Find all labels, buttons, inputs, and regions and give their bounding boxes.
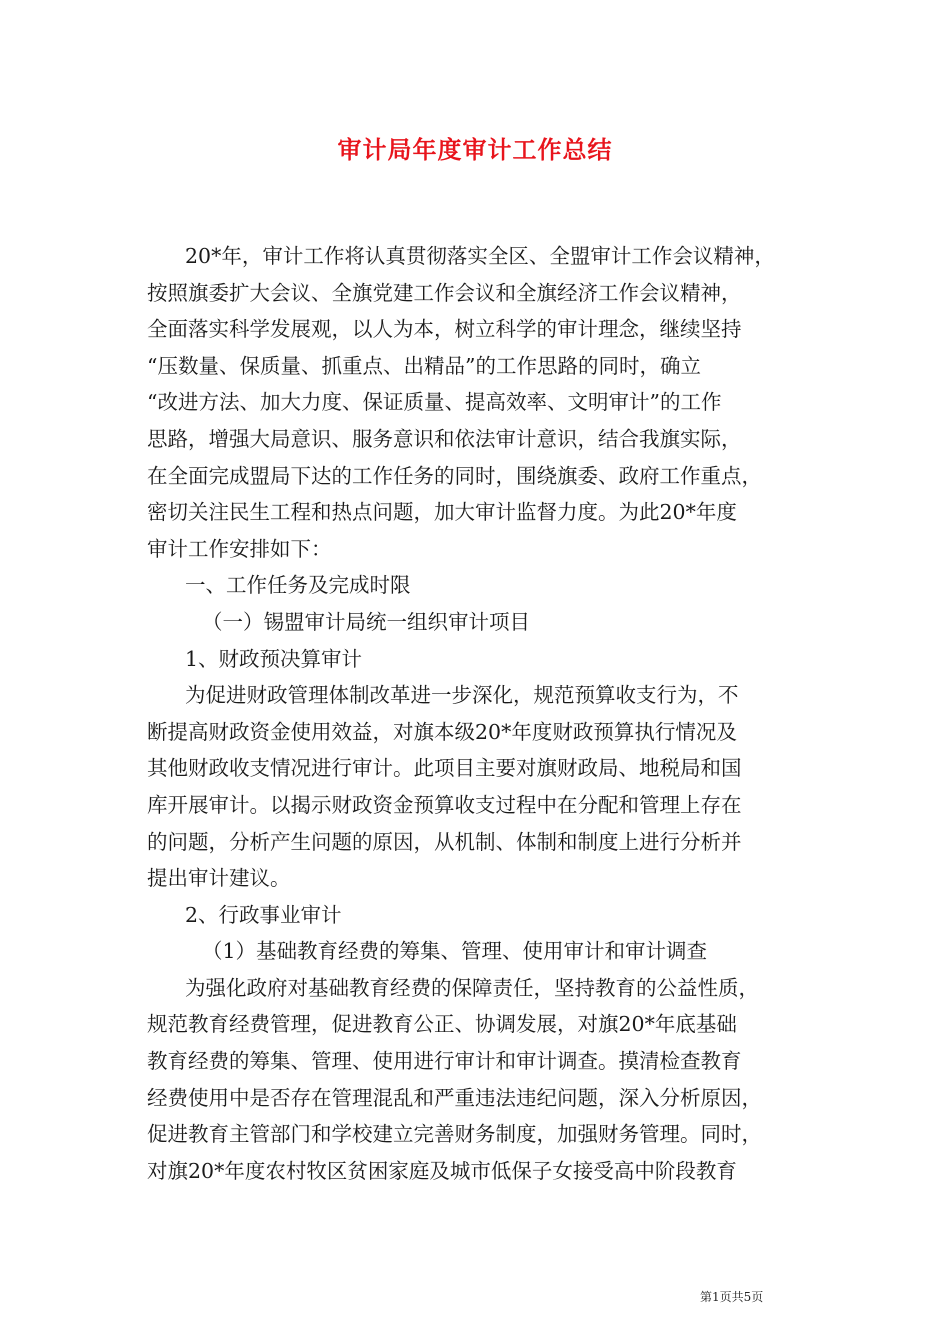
text-line: 一、工作任务及完成时限 [185,573,411,598]
text-line: 对旗20*年度农村牧区贫困家庭及城市低保子女接受高中阶段教育 [147,1158,737,1183]
document-body [147,238,827,1189]
text-line: “改进方法、加大力度、保证质量、提高效率、文明审计”的工作 [147,390,722,415]
text-line: 为强化政府对基础教育经费的保障责任，坚持教育的公益性质， [185,975,759,1000]
text-line: 按照旗委扩大会议、全旗党建工作会议和全旗经济工作会议精神， [147,280,742,305]
text-line: （一）锡盟审计局统一组织审计项目 [202,609,530,634]
page-footer: 第1页共5页 [700,1290,764,1304]
text-line: 1、财政预决算审计 [185,646,363,671]
text-line: 规范教育经费管理，促进教育公正、协调发展，对旗20*年底基础 [147,1012,737,1037]
text-line: 在全面完成盟局下达的工作任务的同时，围绕旗委、政府工作重点， [147,463,762,488]
text-line: 2、行政事业审计 [185,902,342,927]
text-line: 教育经费的筹集、管理、使用进行审计和审计调查。摸清检查教育 [147,1049,742,1074]
text-line: “压数量、保质量、抓重点、出精品”的工作思路的同时，确立 [147,353,701,378]
text-line: 密切关注民生工程和热点问题，加大审计监督力度。为此20*年度 [147,500,737,525]
text-line: 思路，增强大局意识、服务意识和依法审计意识，结合我旗实际， [147,426,742,451]
text-line: 审计工作安排如下： [147,536,332,561]
text-line: 提出审计建议。 [147,866,291,891]
text-line: 的问题，分析产生问题的原因，从机制、体制和制度上进行分析并 [147,829,742,854]
text-line: （1）基础教育经费的筹集、管理、使用审计和审计调查 [202,939,708,964]
text-line: 经费使用中是否存在管理混乱和严重违法违纪问题，深入分析原因， [147,1085,762,1110]
text-line: 断提高财政资金使用效益，对旗本级20*年度财政预算执行情况及 [147,719,737,744]
text-line: 20*年，审计工作将认真贯彻落实全区、全盟审计工作会议精神， [185,244,775,268]
text-line: 全面落实科学发展观，以人为本，树立科学的审计理念，继续坚持 [147,317,742,342]
text-line: 其他财政收支情况进行审计。此项目主要对旗财政局、地税局和国 [147,756,742,781]
text-line: 为促进财政管理体制改革进一步深化，规范预算收支行为，不 [185,683,739,708]
text-line: 促进教育主管部门和学校建立完善财务制度，加强财务管理。同时， [147,1122,762,1147]
document-title: 审计局年度审计工作总结 [337,136,613,164]
text-line: 库开展审计。以揭示财政资金预算收支过程中在分配和管理上存在 [147,792,742,817]
